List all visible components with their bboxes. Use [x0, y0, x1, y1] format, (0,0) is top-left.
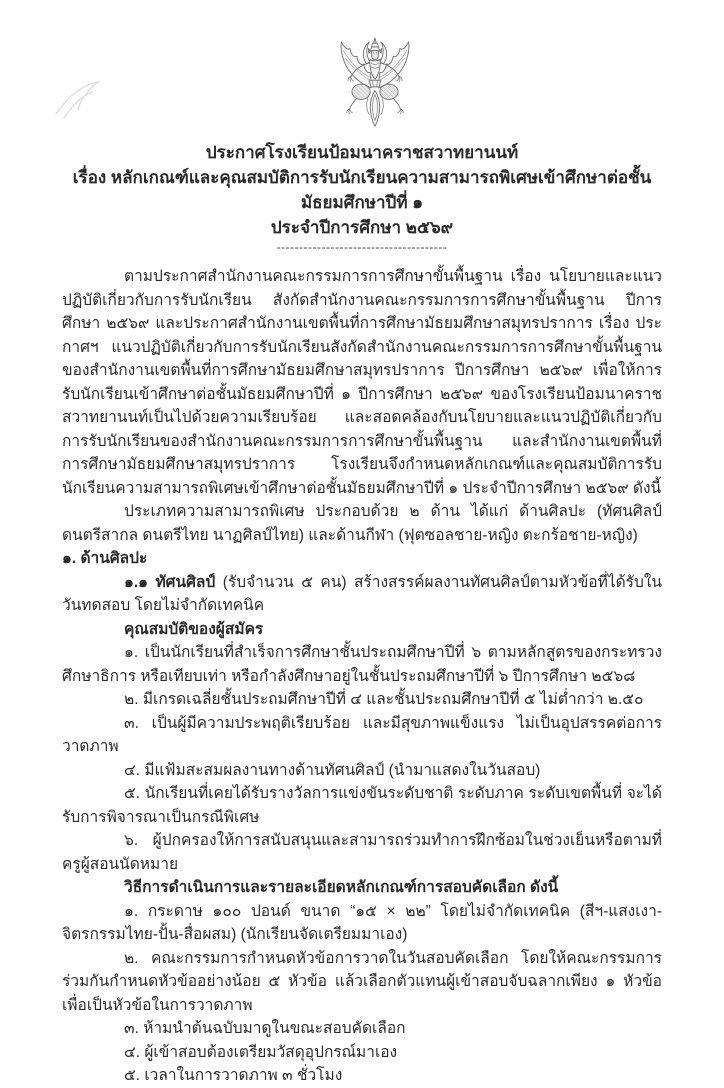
- qualification-item: ๓. เป็นผู้มีความประพฤติเรียบร้อย และมีสุขภาพแข็งแรง ไม่เป็นอุปสรรคต่อการวาดภาพ: [62, 714, 662, 755]
- visual-art-description: (รับจำนวน ๕ คน) สร้างสรรค์ผลงานทัศนศิลป์ตามหัวข้อที่ได้รับในวันทดสอบ โดยไม่จำกัดเทคนิค: [62, 573, 663, 614]
- document-page: [0, 36, 724, 1084]
- procedure-item: ๔. ผู้เข้าสอบต้องเตรียมวัสดุอุปกรณ์มาเอง: [124, 1043, 398, 1061]
- qualification-item: ๔. มีแฟ้มสะสมผลงานทางด้านทัศนศิลป์ (นำมาแสดงในวันสอบ): [124, 761, 541, 779]
- visual-art-label: ๑.๑ ทัศนศิลป์: [124, 573, 216, 591]
- separator-line: --------------------------------------: [276, 240, 448, 254]
- intro-paragraph: ตามประกาศสำนักงานคณะกรรมการการศึกษาขั้นพื้นฐาน เรื่อง นโยบายและแนวปฏิบัติเกี่ยวกับการรับนักเรียน สังกัดสำนักงานคณะกรรมการการศึกษาขั้นพื้นฐาน ปีการศึกษา ๒๕๖๙ และประกาศสำนักงานเขตพื้นที่การศึกษามัธยมศึกษาสมุทรปราการ เรื่อง ประกาศฯ แนวปฏิบัติเกี่ยวกับการรับนักเรียนสังกัดสำนักงานคณะกรรมการการศึกษาขั้นพื้นฐานของสำนักงานเขตพื้นที่การศึกษามัธยมศึกษาสมุทรปราการ ปีการศึกษา ๒๕๖๙ เพื่อให้การรับนักเรียนเข้าศึกษาต่อชั้นมัธยมศึกษาปีที่ ๑ ปีการศึกษา ๒๕๖๙ ของโรงเรียนป้อมนาคราชสวาทยานนท์เป็นไปด้วยความเรียบร้อย และสอดคล้องกับนโยบายและแนวปฏิบัติเกี่ยวกับการรับนักเรียนของสำนักงานคณะกรรมการการศึกษาขั้นพื้นฐาน และสำนักงานเขตพื้นที่การศึกษามัธยมศึกษาสมุทรปราการ โรงเรียนจึงกำหนดหลักเกณฑ์และคุณสมบัติการรับนักเรียนความสามารถพิเศษเข้าศึกษาต่อชั้นมัธยมศึกษาปีที่ ๑ ประจำปีการศึกษา ๒๕๖๙ ดังนี้: [62, 268, 662, 497]
- procedure-item: ๕. เวลาในการวาดภาพ ๓ ชั่วโมง: [124, 1067, 343, 1084]
- qualification-item: ๒. มีเกรดเฉลี่ยชั้นประถมศึกษาปีที่ ๔ และชั้นประถมศึกษาปีที่ ๕ ไม่ต่ำกว่า ๒.๕๐: [124, 691, 644, 708]
- art-section-heading: ๑. ด้านศิลปะ: [62, 550, 148, 567]
- visual-art-item: [62, 571, 662, 618]
- garuda-emblem: [327, 36, 423, 134]
- special-ability-types-paragraph: ประเภทความสามารถพิเศษ ประกอบด้วย ๒ ด้าน ได้แก่ ด้านศิลปะ (ทัศนศิลป์ ดนตรีสากล ดนตรีไทย นาฏศิลป์ไทย) และด้านกีฬา (ฟุตซอลชาย-หญิง ตะกร้อชาย-หญิง): [62, 503, 662, 544]
- academic-year: ประจำปีการศึกษา ๒๕๖๙: [270, 218, 454, 237]
- pencil-mark: [48, 72, 118, 132]
- procedure-item: ๒. คณะกรรมการกำหนดหัวข้อการวาดในวันสอบคัดเลือก โดยให้คณะกรรมการร่วมกันกำหนดหัวข้ออย่างน้อย ๕ หัวข้อ แล้วเลือกตัวแทนผู้เข้าสอบจับฉลากเพียง ๑ หัวข้อ เพื่อเป็นหัวข้อในการวาดภาพ: [62, 949, 662, 1014]
- document-title: ประกาศโรงเรียนป้อมนาคราชสวาทยานนท์: [205, 143, 519, 162]
- qualification-item: ๑. เป็นนักเรียนที่สำเร็จการศึกษาชั้นประถมศึกษาปีที่ ๖ ตามหลักสูตรของกระทรวงศึกษาธิการ หรือเทียบเท่า หรือกำลังศึกษาอยู่ในชั้นประถมศึกษาปีที่ ๖ ปีการศึกษา ๒๕๖๘: [62, 644, 662, 685]
- document-title-block: [0, 140, 724, 240]
- announcement-subject: เรื่อง หลักเกณฑ์และคุณสมบัติการรับนักเรียนความสามารถพิเศษเข้าศึกษาต่อชั้นมัธยมศึกษาปีที่ ๑: [72, 168, 652, 212]
- procedure-item: ๑. กระดาษ ๑๐๐ ปอนด์ ขนาด “๑๕ × ๒๒” โดยไม่จำกัดเทคนิค (สีฯ-แสงเงา-จิตรกรรมไทย-ปั้น-สื่อผสม) (นักเรียนจัดเตรียมมาเอง): [62, 902, 662, 943]
- document-body: [0, 265, 724, 1088]
- procedure-item: ๓. ห้ามนำต้นฉบับมาดูในขณะสอบคัดเลือก: [124, 1020, 406, 1037]
- qualification-item: ๕. นักเรียนที่เคยได้รับรางวัลการแข่งขันระดับชาติ ระดับภาค ระดับเขตพื้นที่ จะได้รับการพิจารณาเป็นกรณีพิเศษ: [62, 785, 662, 826]
- selection-procedure-heading: วิธีการดำเนินการและรายละเอียดหลักเกณฑ์การสอบคัดเลือก ดังนี้: [124, 879, 559, 896]
- qualification-item: ๖. ผู้ปกครองให้การสนับสนุนและสามารถร่วมทำการฝึกซ้อมในช่วงเย็นหรือตามที่ครูผู้สอนนัดหมาย: [62, 832, 662, 873]
- qualifications-heading: คุณสมบัติของผู้สมัคร: [124, 620, 264, 638]
